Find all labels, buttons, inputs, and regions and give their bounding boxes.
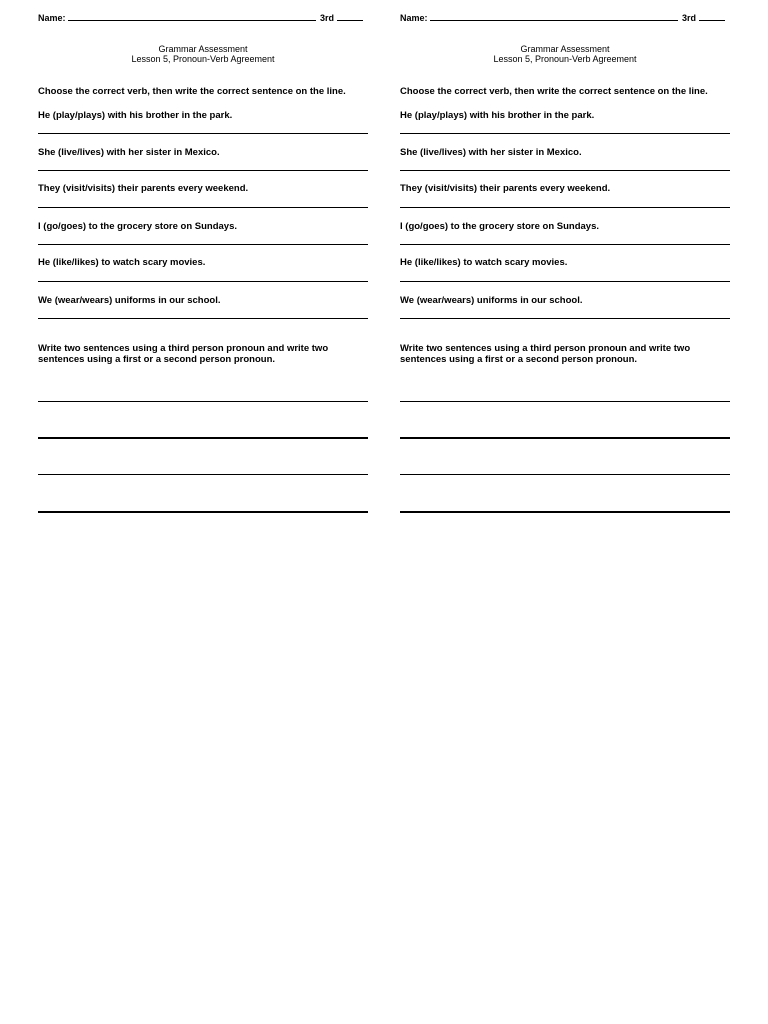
name-label: Name: [400,13,428,23]
instruction-write-sentences: Write two sentences using a third person pronoun and write two sentences using a first or a second person pronoun. [38,343,329,365]
question-item: We (wear/wears) uniforms in our school. [400,295,583,306]
instruction-choose-verb: Choose the correct verb, then write the correct sentence on the line. [38,86,346,97]
answer-line[interactable] [38,207,368,208]
instruction-write-sentences: Write two sentences using a third person pronoun and write two sentences using a first or a second person pronoun. [400,343,691,365]
sentence-line[interactable] [400,511,730,513]
answer-line[interactable] [400,244,730,245]
worksheet-title: Grammar Assessment [520,44,610,54]
worksheet-title: Grammar Assessment [158,44,248,54]
grade-blank[interactable] [337,12,363,21]
sentence-line[interactable] [38,474,368,475]
title-block [400,44,730,64]
answer-line[interactable] [38,133,368,134]
answer-line[interactable] [38,318,368,319]
title-block [38,44,368,64]
question-item: They (visit/visits) their parents every weekend. [38,183,249,194]
question-item: I (go/goes) to the grocery store on Sundays. [400,221,599,232]
sentence-line[interactable] [400,474,730,475]
grade-label: 3rd [682,13,697,23]
answer-line[interactable] [400,133,730,134]
answer-line[interactable] [400,318,730,319]
answer-line[interactable] [400,281,730,282]
worksheet-left [38,0,368,520]
question-item: We (wear/wears) uniforms in our school. [38,295,221,306]
answer-line[interactable] [38,281,368,282]
sentence-line[interactable] [38,437,368,439]
question-item: He (play/plays) with his brother in the park. [38,110,233,121]
sentence-line[interactable] [400,437,730,439]
answer-line[interactable] [400,170,730,171]
question-item: He (like/likes) to watch scary movies. [38,257,206,268]
grade-label: 3rd [320,13,335,23]
name-blank[interactable] [68,12,316,21]
question-item: He (like/likes) to watch scary movies. [400,257,568,268]
question-item: She (live/lives) with her sister in Mexico. [400,147,582,158]
instruction-choose-verb: Choose the correct verb, then write the correct sentence on the line. [400,86,708,97]
name-label: Name: [38,13,66,23]
sentence-line[interactable] [38,401,368,402]
sentence-line[interactable] [400,401,730,402]
name-blank[interactable] [430,12,678,21]
grade-blank[interactable] [699,12,725,21]
name-row [400,12,730,23]
worksheet-subtitle: Lesson 5, Pronoun-Verb Agreement [493,54,637,64]
worksheet-right [400,0,730,520]
question-item: He (play/plays) with his brother in the park. [400,110,595,121]
question-item: She (live/lives) with her sister in Mexico. [38,147,220,158]
name-row [38,12,368,23]
question-item: I (go/goes) to the grocery store on Sundays. [38,221,237,232]
worksheet-subtitle: Lesson 5, Pronoun-Verb Agreement [131,54,275,64]
answer-line[interactable] [38,244,368,245]
question-item: They (visit/visits) their parents every weekend. [400,183,611,194]
sentence-line[interactable] [38,511,368,513]
answer-line[interactable] [38,170,368,171]
answer-line[interactable] [400,207,730,208]
